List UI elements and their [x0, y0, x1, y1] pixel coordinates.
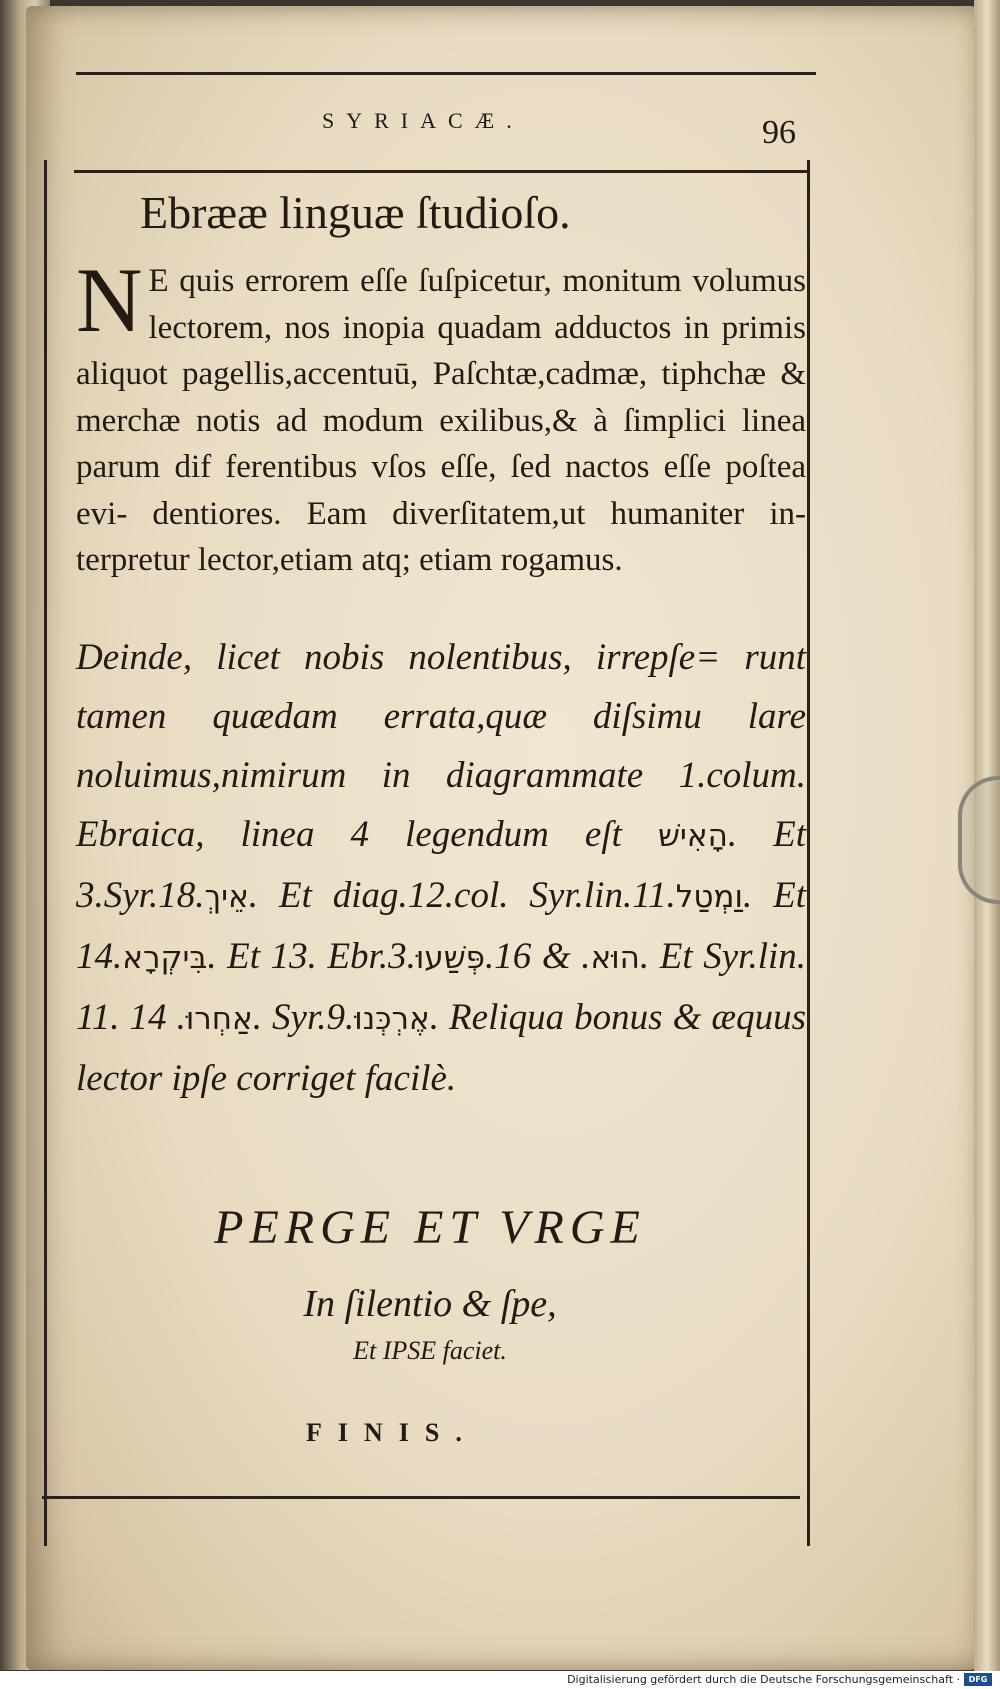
drop-cap: N	[76, 249, 143, 351]
motto-line-3: Et IPSE faciet.	[353, 1336, 507, 1365]
hebrew-word: בִּיקְרָא	[122, 940, 208, 976]
errata-text: . & 16.	[485, 936, 591, 977]
hebrew-word: הָאִישׁ	[657, 818, 728, 854]
errata-text: . Et diag.12.col. Syr.lin.11.	[248, 875, 676, 916]
dfg-logo-icon: DFG	[964, 1673, 992, 1686]
hebrew-word: אֶרְכְּנוּ	[354, 1001, 430, 1037]
hebrew-word: פְּשַׁעוּ	[415, 940, 486, 976]
errata-text: . Et 13. Ebr.3.	[207, 936, 416, 977]
header-rule-bottom	[74, 170, 810, 173]
hebrew-word: וַמְטַל	[675, 879, 743, 915]
paragraph-notice	[76, 249, 806, 584]
header-rule-top	[76, 72, 816, 75]
paragraph-errata	[76, 628, 806, 1108]
page-clip	[958, 776, 1000, 904]
frame-rule-bottom	[42, 1496, 800, 1499]
footer-credit: Digitalisierung gefördert durch die Deutsche Forschungsgemeinschaft ·	[567, 1673, 960, 1686]
errata-text: . Reliqua bonus & æquus lector ipſe corriget facilè.	[76, 997, 806, 1099]
errata-text: . Et 14.	[76, 875, 806, 977]
errata-text: Deinde, licet nobis nolentibus, irrepſe= runt tamen quædam errata,quæ diſsimu lare noluimus,nimirum in diagrammate 1.colum. Ebraica, linea 4 legendum eſt	[76, 637, 806, 855]
hebrew-word: אֵיךְ	[204, 879, 249, 915]
motto-line-2: In ſilentio & ſpe,	[303, 1283, 557, 1325]
motto-line-1: PERGE ET VRGE	[214, 1201, 646, 1254]
hebrew-word: הוּא	[590, 940, 640, 976]
errata-text: . 14. Syr.9.	[129, 997, 355, 1038]
running-title: SYRIACÆ.	[322, 108, 524, 133]
page-number: 96	[762, 114, 796, 151]
section-heading: Ebrææ linguæ ſtudioſo.	[140, 187, 571, 238]
finis-mark: FINIS.	[306, 1418, 478, 1447]
errata-text: . Et 3.Syr.18.	[76, 814, 806, 916]
paragraph-notice-text: E quis errorem eſſe ſuſpicetur, monitum volumus lectorem, nos inopia quadam adductos in primis aliquot pagellis,accentuū, Paſchtæ,cadmæ, tiphchæ & merchæ notis ad modum exilibus,& à ſimplici linea parum dif ferentibus vſos eſſe, ſed nactos eſſe poſtea evi- dentiores. Eam diverſitatem,ut humaniter in- terpretur lector,etiam atq; etiam rogamus.	[76, 263, 806, 578]
errata-text: . Et Syr.lin. 11.	[76, 936, 806, 1038]
digitization-footer	[0, 1671, 1000, 1689]
hebrew-word: אַחְרוּ	[185, 1001, 253, 1037]
